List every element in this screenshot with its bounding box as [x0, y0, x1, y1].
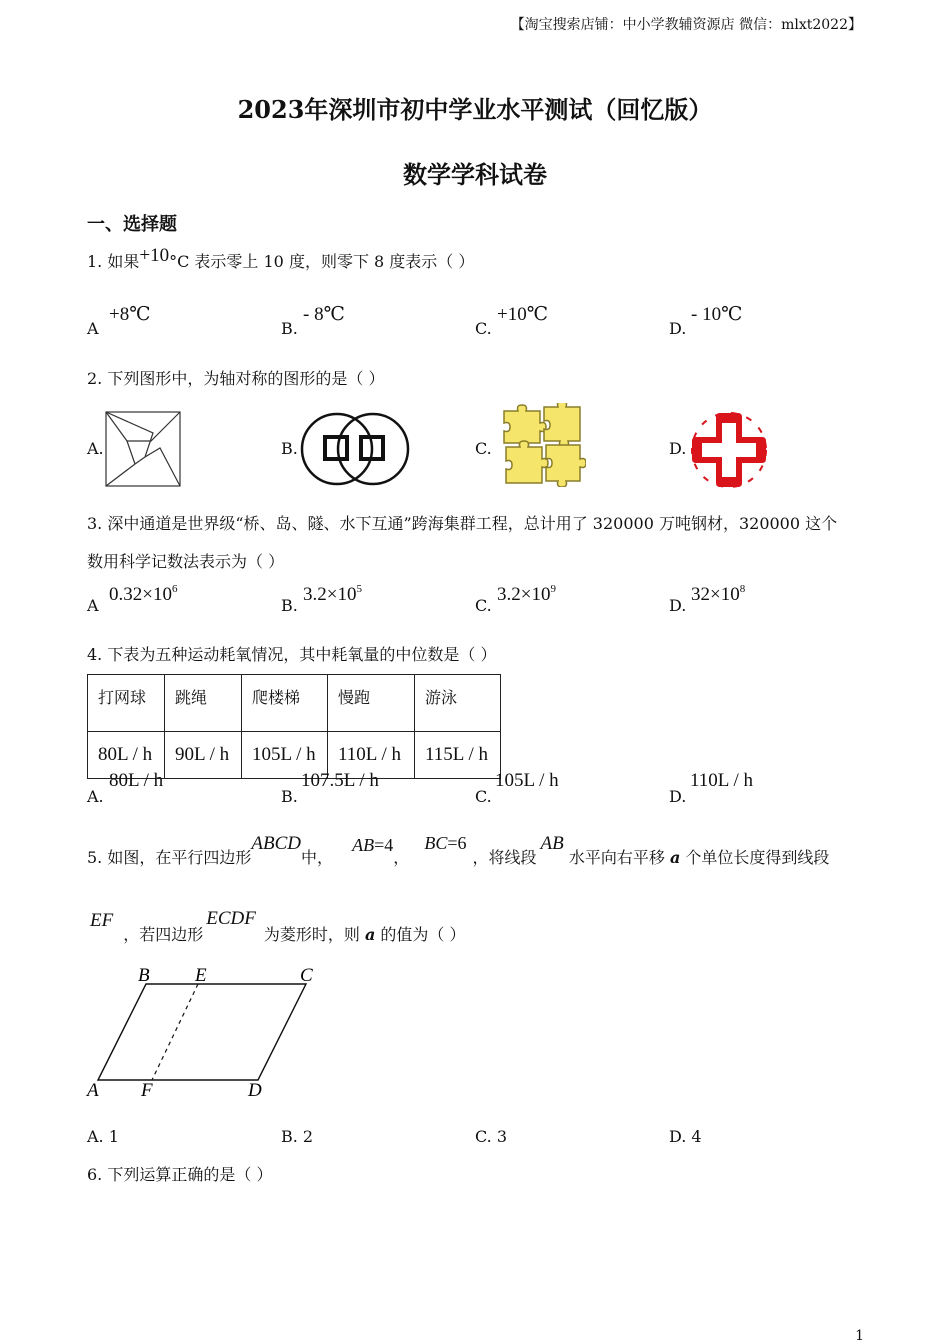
q4-option-d-value: 110L / h — [690, 770, 753, 791]
question-1-suffix: °C 表示零上 10 度，则零下 8 度表示（ ） — [169, 252, 475, 271]
q5-option-d: D. 4 — [669, 1127, 702, 1146]
oxygen-consumption-table — [87, 674, 501, 779]
table-cell: 105L / h — [242, 732, 328, 779]
q2-option-c-letter: C. — [475, 439, 492, 458]
q1-option-d-letter: D. — [669, 319, 687, 338]
table-cell: 90L / h — [165, 732, 242, 779]
question-1 — [87, 245, 475, 273]
q4-option-b-letter: B. — [281, 787, 298, 806]
q4-option-a-value: 80L / h — [109, 770, 164, 791]
question-3-line-2: 数用科学记数法表示为（ ） — [87, 552, 285, 571]
q1-option-b-letter: B. — [281, 319, 298, 338]
q4-option-c-value: 105L / h — [495, 770, 559, 791]
table-header-cell: 慢跑 — [328, 675, 415, 732]
q4-option-d-letter: D. — [669, 787, 687, 806]
question-2: 2. 下列图形中，为轴对称的图形的是（ ） — [87, 369, 385, 388]
question-5-line-2: EF，若四边形ECDF为菱形时，则 a 的值为（ ） — [90, 908, 466, 944]
q4-option-c-letter: C. — [475, 787, 492, 806]
q2-option-d-letter: D. — [669, 439, 687, 458]
table-header-row — [88, 675, 501, 732]
point-label-c: C — [300, 965, 313, 986]
q4-option-a-letter: A. — [87, 787, 104, 806]
q3-option-d-letter: D. — [669, 596, 687, 615]
q1-option-c-value: +10℃ — [497, 304, 548, 325]
q1-option-c-letter: C. — [475, 319, 492, 338]
q3-option-b-letter: B. — [281, 596, 298, 615]
question-4: 4. 下表为五种运动耗氧情况，其中耗氧量的中位数是（ ） — [87, 645, 497, 664]
coin-pair-figure — [299, 411, 413, 489]
point-label-e: E — [195, 965, 207, 986]
q3-option-a-value: $0.32\times 10^6$ — [109, 583, 178, 605]
q1-option-a-value: +8℃ — [109, 304, 151, 325]
q5-option-b: B. 2 — [281, 1127, 314, 1146]
point-label-b: B — [138, 965, 150, 986]
parallelogram-figure — [84, 962, 324, 1104]
q2-option-b-letter: B. — [281, 439, 298, 458]
q3-option-b-value: $3.2\times 10^5$ — [303, 583, 362, 605]
puzzle-pieces-figure — [500, 403, 586, 487]
question-5-line-1: 5. 如图，在平行四边形ABCD中， AB=4， BC=6，将线段AB 水平向右平移 a 个单位长度得到线段 — [87, 833, 830, 867]
q3-option-d-value: $32\times 10^8$ — [691, 583, 746, 605]
point-label-a: A — [87, 1080, 99, 1101]
page-title: 2023年深圳市初中学业水平测试（回忆版） — [237, 95, 713, 124]
question-3-line-1: 3. 深中通道是世界级“桥、岛、隧、水下互通”跨海集群工程，总计用了 320000 万吨钢材，320000 这个 — [87, 514, 838, 533]
point-label-d: D — [248, 1080, 262, 1101]
point-label-f: F — [141, 1080, 153, 1101]
page-number: 1 — [855, 1328, 864, 1344]
q3-option-c-value: $3.2\times 10^9$ — [497, 583, 556, 605]
header-note: 【淘宝搜索店铺：中小学教辅资源店 微信：mlxt2022】 — [510, 17, 862, 33]
pinwheel-square-figure — [105, 411, 183, 489]
table-header-cell: 爬楼梯 — [242, 675, 328, 732]
q1-option-b-value: - 8℃ — [303, 304, 345, 325]
question-1-math: +10 — [139, 245, 170, 266]
question-6: 6. 下列运算正确的是（ ） — [87, 1165, 273, 1184]
table-cell: 110L / h — [328, 732, 415, 779]
q5-option-a: A. 1 — [87, 1127, 119, 1146]
q3-option-c-letter: C. — [475, 596, 492, 615]
table-header-cell: 打网球 — [88, 675, 165, 732]
table-cell: 80L / h — [88, 732, 165, 779]
red-cross-figure — [690, 411, 768, 489]
table-header-cell: 游泳 — [415, 675, 501, 732]
table-header-cell: 跳绳 — [165, 675, 242, 732]
q3-option-a-letter: A — [87, 596, 99, 615]
q4-option-b-value: 107.5L / h — [301, 770, 379, 791]
page-subtitle: 数学学科试卷 — [403, 160, 547, 189]
section-heading: 一、选择题 — [87, 214, 177, 235]
q1-option-a-letter: A — [87, 319, 99, 338]
q1-option-d-value: - 10℃ — [691, 304, 743, 325]
q5-option-c: C. 3 — [475, 1127, 508, 1146]
question-1-prefix: 1. 如果 — [87, 252, 140, 271]
q2-option-a-letter: A. — [87, 439, 104, 458]
table-cell: 115L / h — [415, 732, 501, 779]
